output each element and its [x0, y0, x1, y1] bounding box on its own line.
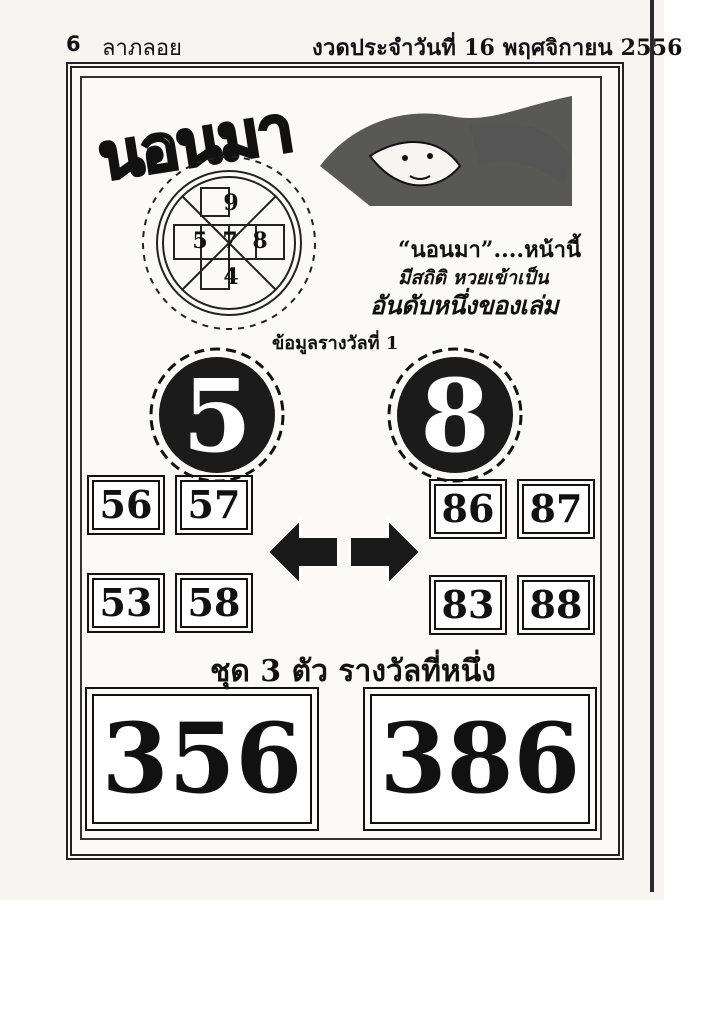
two-digit-box: 88 — [522, 580, 590, 630]
two-digit-box: 57 — [180, 480, 248, 530]
illustration-woman — [310, 96, 580, 206]
grid-bottom: 4 — [223, 264, 239, 290]
two-digit-box: 53 — [92, 578, 160, 628]
promo-line-2: มีสถิติ หวยเข้าเป็น — [398, 267, 549, 289]
promo-line-1: “นอนมา”....หน้านี้ — [398, 237, 582, 263]
two-digit-box: 58 — [180, 578, 248, 628]
two-digit-box: 83 — [434, 580, 502, 630]
grid-top: 9 — [223, 190, 239, 216]
main-digit-left: 5 — [182, 357, 252, 475]
first-prize-label: ข้อมูลรางวัลที่ 1 — [272, 333, 399, 354]
promo-line-3: อันดับหนึ่งของเล่ม — [370, 291, 559, 320]
grid-right: 8 — [252, 228, 268, 254]
grid-center: 7 — [222, 228, 238, 254]
publication-title: ลาภลอย — [102, 36, 182, 61]
double-arrow-left-right-icon — [268, 515, 420, 589]
main-digit-ball-right — [386, 346, 524, 484]
page-number: 6 — [66, 32, 81, 56]
main-digit-ball-left — [148, 346, 286, 484]
two-digit-box: 87 — [522, 484, 590, 534]
two-digit-box: 86 — [434, 484, 502, 534]
logo-text: นอนมา — [93, 92, 297, 196]
grid-left: 5 — [192, 228, 208, 254]
three-digit-box: 356 — [92, 694, 312, 824]
page-edge-shadow — [650, 0, 654, 892]
draw-date: งวดประจำวันที่ 16 พฤศจิกายน 2556 — [312, 35, 683, 61]
main-digit-right: 8 — [420, 357, 490, 475]
two-digit-box: 56 — [92, 480, 160, 530]
three-digit-label: ชุด 3 ตัว รางวัลที่หนึ่ง — [210, 654, 496, 689]
three-digit-box: 386 — [370, 694, 590, 824]
